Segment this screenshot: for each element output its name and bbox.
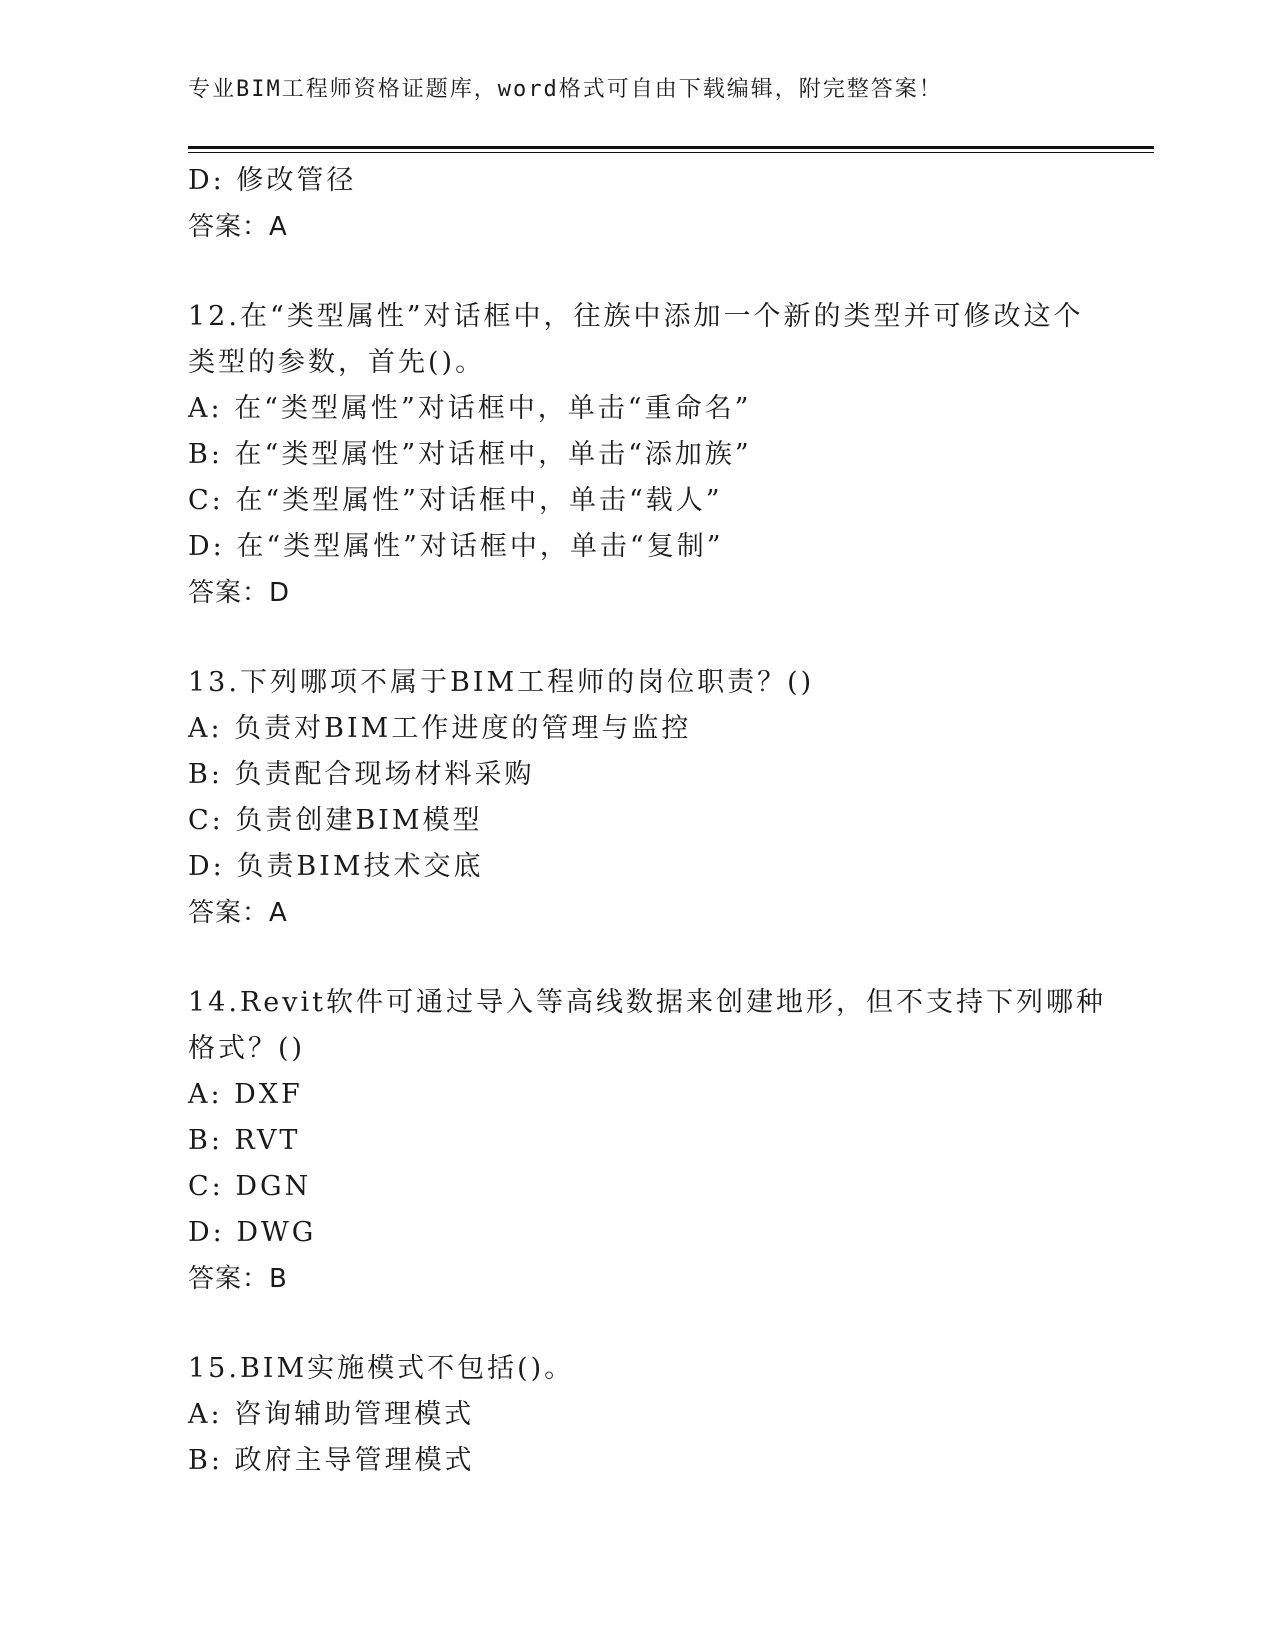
option-c: C: DGN [188, 1171, 312, 1202]
answer: 答案：A [188, 212, 288, 242]
option-a: A: 咨询辅助管理模式 [188, 1399, 475, 1430]
header-rule-thick [188, 146, 1154, 149]
question-stem: 12.在“类型属性”对话框中，往族中添加一个新的类型并可修改这个 [188, 301, 1084, 332]
option-a: A: 在“类型属性”对话框中，单击“重命名” [188, 393, 752, 424]
option-a: A: 负责对BIM工作进度的管理与监控 [188, 713, 692, 744]
answer: 答案：A [188, 898, 288, 928]
question-stem: 15.BIM实施模式不包括()。 [188, 1353, 575, 1384]
question-12 [188, 294, 1088, 616]
option-c: C: 负责创建BIM模型 [188, 805, 483, 836]
question-content [188, 158, 1106, 1484]
question-stem: 类型的参数，首先()。 [188, 347, 486, 378]
option-d: D: 负责BIM技术交底 [188, 851, 484, 882]
option-b: B: RVT [188, 1125, 301, 1156]
question-15 [188, 1346, 1088, 1484]
option-c: C: 在“类型属性”对话框中，单击“载人” [188, 485, 723, 516]
question-stem: 14.Revit软件可通过导入等高线数据来创建地形，但不支持下列哪种 [188, 987, 1106, 1018]
option-b: B: 政府主导管理模式 [188, 1445, 475, 1476]
question-stem: 13.下列哪项不属于BIM工程师的岗位职责？() [188, 667, 815, 698]
question-13 [188, 660, 1088, 936]
option-b: B: 在“类型属性”对话框中，单击“添加族” [188, 439, 752, 470]
answer: 答案：D [188, 578, 291, 608]
option-a: A: DXF [188, 1079, 303, 1110]
option-d: D: DWG [188, 1217, 317, 1248]
answer: 答案：B [188, 1264, 288, 1294]
option-d: D: 修改管径 [188, 165, 357, 196]
option-b: B: 负责配合现场材料采购 [188, 759, 535, 790]
option-d: D: 在“类型属性”对话框中，单击“复制” [188, 531, 724, 562]
question-stem: 格式？() [188, 1033, 306, 1064]
page-header: 专业BIM工程师资格证题库，word格式可自由下载编辑，附完整答案！ [188, 77, 943, 102]
question-14 [188, 980, 1106, 1302]
header-rule-thin [188, 152, 1154, 153]
